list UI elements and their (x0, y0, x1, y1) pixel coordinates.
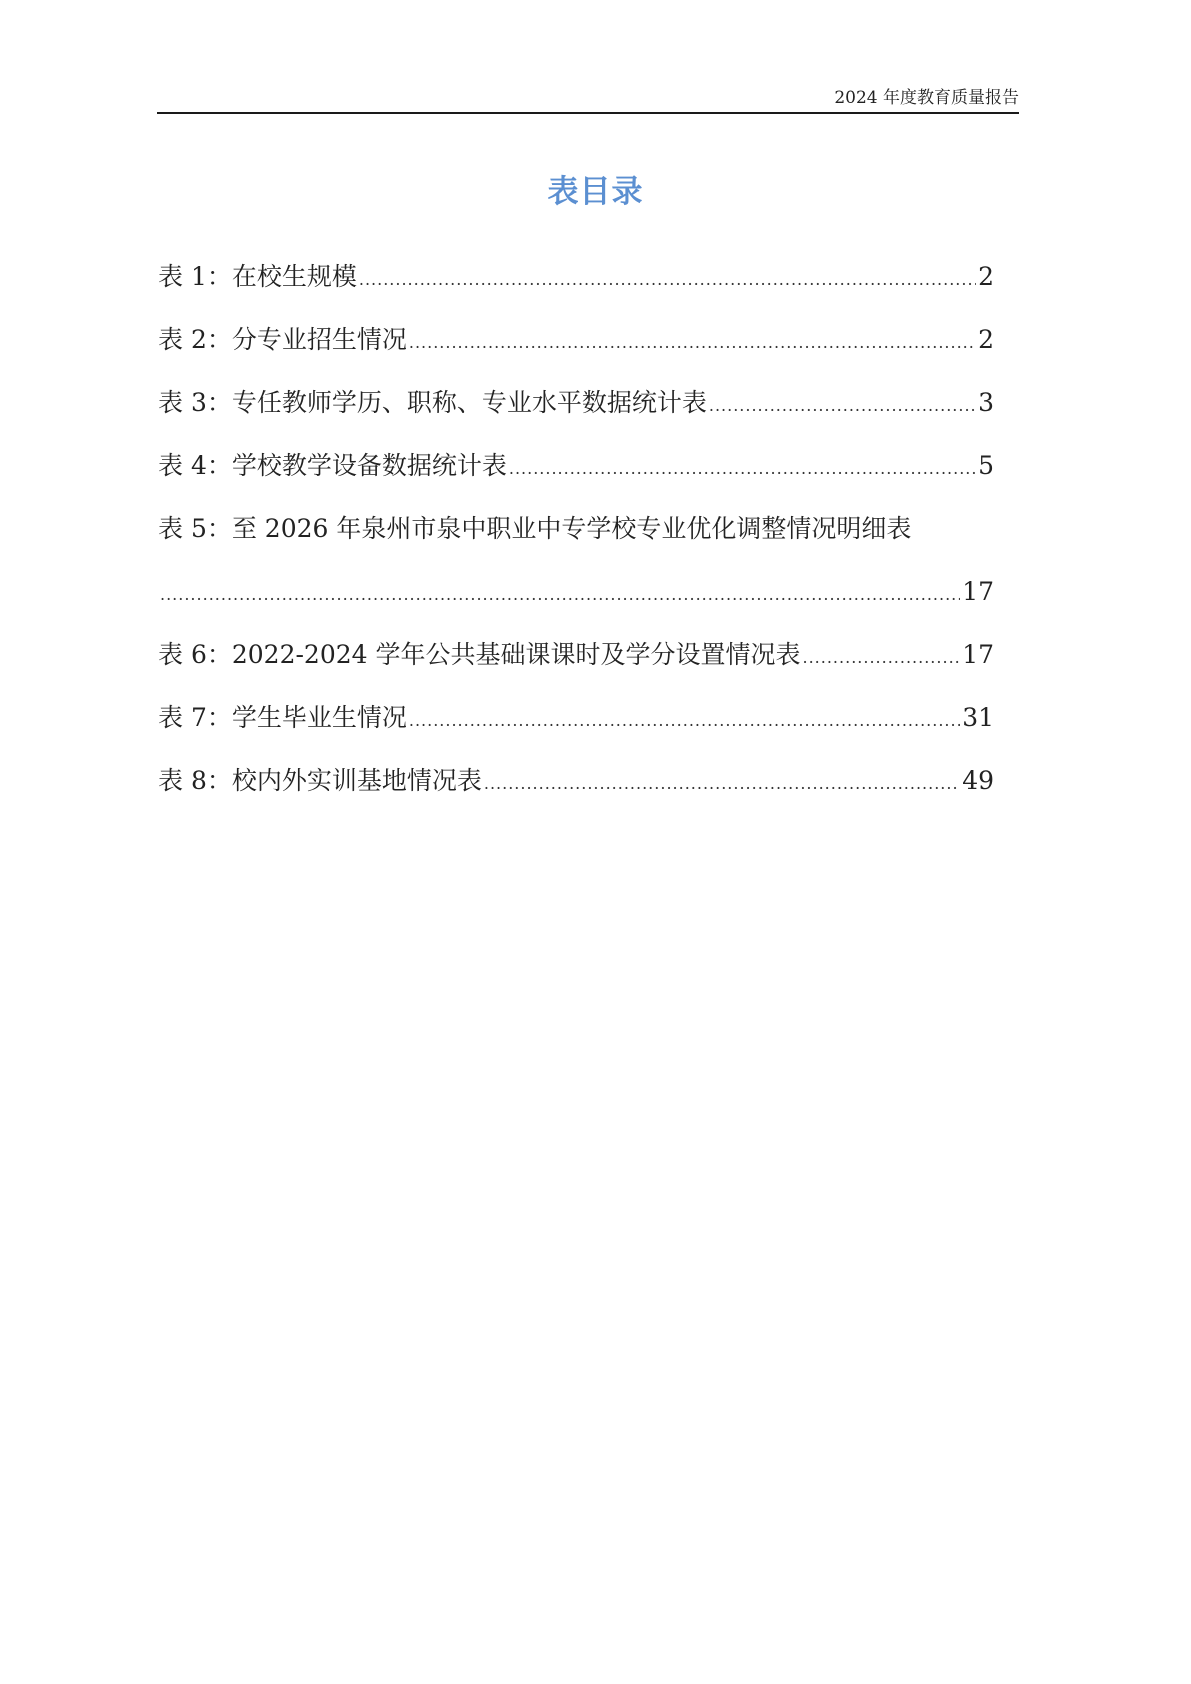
toc-entry[interactable] (158, 514, 994, 640)
toc-entry-page: 2 (978, 262, 994, 291)
toc-entry-label: 表 2：分专业招生情况 (158, 325, 407, 354)
toc-entry-label: 表 6：2022-2024 学年公共基础课课时及学分设置情况表 (158, 640, 801, 669)
toc-entry-label: 表 3：专任教师学历、职称、专业水平数据统计表 (158, 388, 707, 417)
dot-leader (484, 769, 960, 799)
toc-entry[interactable] (158, 451, 994, 514)
dot-leader (160, 580, 960, 610)
dot-leader (509, 454, 976, 484)
dot-leader (359, 265, 976, 295)
toc-entry-page: 31 (962, 703, 994, 732)
toc-entry-label: 表 8：校内外实训基地情况表 (158, 766, 482, 795)
toc-entry-page: 49 (962, 766, 994, 795)
toc-entry[interactable] (158, 640, 994, 703)
dot-leader (409, 706, 960, 736)
table-of-contents (158, 262, 994, 829)
toc-entry-label: 表 4：学校教学设备数据统计表 (158, 451, 507, 480)
toc-entry[interactable] (158, 388, 994, 451)
toc-entry-page: 17 (962, 640, 994, 669)
toc-entry-label: 表 7：学生毕业生情况 (158, 703, 407, 732)
toc-entry-label: 表 5：至 2026 年泉州市泉中职业中专学校专业优化调整情况明细表 (158, 514, 912, 543)
toc-entry[interactable] (158, 703, 994, 766)
toc-entry-page: 3 (978, 388, 994, 417)
toc-entry-page: 17 (962, 577, 994, 606)
page-title: 表目录 (547, 174, 644, 210)
toc-entry[interactable] (158, 325, 994, 388)
toc-entry[interactable] (158, 262, 994, 325)
toc-entry-label: 表 1：在校生规模 (158, 262, 357, 291)
dot-leader (803, 643, 961, 673)
dot-leader (409, 328, 976, 358)
toc-entry-page: 2 (978, 325, 994, 354)
report-title: 2024 年度教育质量报告 (834, 88, 1019, 108)
dot-leader (709, 391, 976, 421)
toc-entry[interactable] (158, 766, 994, 829)
toc-entry-page: 5 (978, 451, 994, 480)
page-header (157, 84, 1019, 114)
